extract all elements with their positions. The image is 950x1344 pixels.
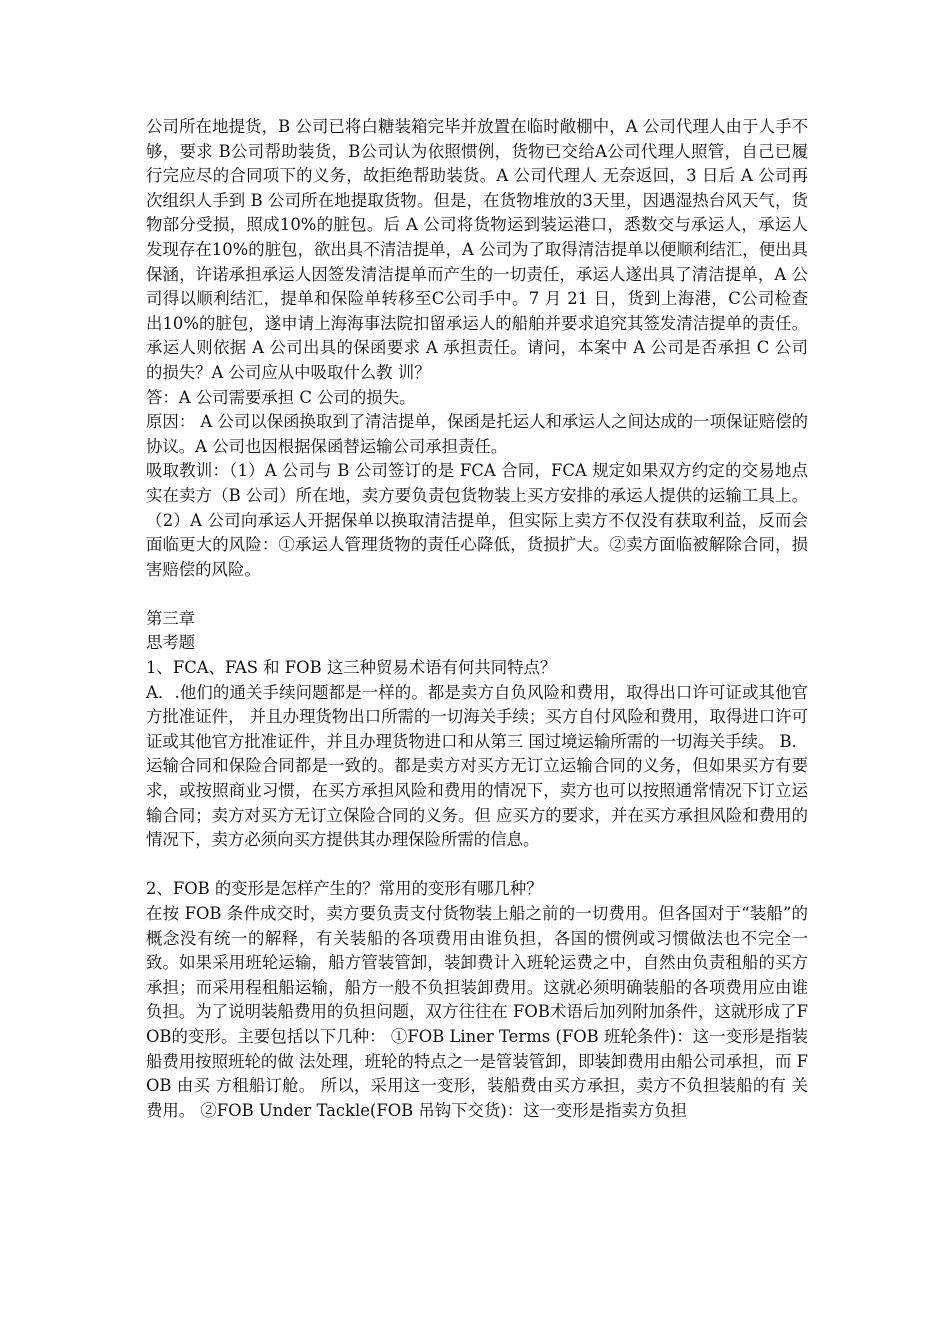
reason-paragraph: 原因： A 公司以保函换取到了清洁提单，保函是托运人和承运人之间达成的一项保证赔偿的协议。A 公司也因根据保函替运输公司承担责任。 (146, 412, 808, 456)
section-heading: 思考题 (146, 633, 196, 653)
case-paragraph: 公司所在地提货，B 公司已将白糖装箱完毕并放置在临时敞棚中，A 公司代理人由于人手不够，要求 B公司帮助装货，B公司认为依照惯例，货物已交给A公司代理人照管，自己已履行完应尽的合同项下的义务，故拒绝帮助装货。A 公司代理人 无奈返回，3 日后 A 公司再次组织人手到 B 公司所在地提取货物。但是，在货物堆放的3天里，因遇湿热台风天气，货物部分受损，照成10%的脏包。后 A 公司将货物运到装运港口，悉数交与承运人，承运人发现存在10%的脏包，欲出具不清洁提单，A 公司为了取得清洁提单以便顺利结汇，便出具保涵，许诺承担承运人因签发清洁提单而产生的一切责任，承运人遂出具了清洁提单，A 公司得以顺利结汇，提单和保险单转移至C公司手中。7 月 21 日，货到上海港，C公司检查出10%的脏包，遂申请上海海事法院扣留承运人的船舶并要求追究其签发清洁提单的责任。承运人则依据 A 公司出具的保函要求 A 承担责任。请问，本案中 A 公司是否承担 C 公司的损失？A 公司应从中吸取什么教 训？ (146, 117, 808, 382)
blank-line (146, 853, 808, 878)
blank-line (146, 582, 808, 607)
lesson-paragraph: 吸取教训：（1）A 公司与 B 公司签订的是 FCA 合同，FCA 规定如果双方约定的交易地点实在卖方（B 公司）所在地，卖方要负责包货物装上买方安排的承运人提供的运输工具上。（2）A 公司向承运人开据保单以换取清洁提单，但实际上卖方不仅没有获取利益，反而会面临更大的风险：①承运人管理货物的责任心降低，货损扩大。②卖方面临被解除合同，损害赔偿的风险。 (146, 461, 808, 579)
chapter-heading: 第三章 (146, 608, 196, 628)
question-1: 1、FCA、FAS 和 FOB 这三种贸易术语有何共同特点？ (146, 658, 557, 678)
question-2: 2、FOB 的变形是怎样产生的？常用的变形有哪几种？ (146, 879, 543, 899)
answer-1-paragraph: A．.他们的通关手续问题都是一样的。都是卖方自负风险和费用，取得出口许可证或其他官方批准证件， 并且办理货物出口所需的一切海关手续；买方自付风险和费用，取得进口许可证或其他官方批准证件，并且办理货物进口和从第三 国过境运输所需的一切海关手续。 B．运输合同和保险合同都是一致的。都是卖方对买方无订立运输合同的义务，但如果买方有要求，或按照商业习惯，在买方承担风险和费用的情况下，卖方也可以按照通常情况下订立运输合同；卖方对买方无订立保险合同的义务。但 应买方的要求，并在买方承担风险和费用的情况下，卖方必须向买方提供其办理保险所需的信息。 (146, 682, 808, 850)
answer-line: 答：A 公司需要承担 C 公司的损失。 (146, 387, 416, 407)
answer-2-paragraph: 在按 FOB 条件成交时，卖方要负责支付货物装上船之前的一切费用。但各国对于“装船”的概念没有统一的解释，有关装船的各项费用由谁负担，各国的惯例或习惯做法也不完全一致。如果采用班轮运输，船方管装管卸，装卸费计入班轮运费之中，自然由负责租船的买方承担；而采用程租船运输，船方一般不负担装卸费用。这就必须明确装船的各项费用应由谁负担。为了说明装船费用的负担问题，双方往往在 FOB术语后加列附加条件，这就形成了FOB的变形。主要包括以下几种： ①FOB Liner Terms (FOB 班轮条件)：这一变形是指装船费用按照班轮的做 法处理，班轮的特点之一是管装管卸，即装卸费用由船公司承担，而 FOB 由买 方租船订舱。 所以，采用这一变形，装船费由买方承担，卖方不负担装船的有 关费用。 ②FOB Under Tackle(FOB 吊钩下交货)：这一变形是指卖方负担 (146, 904, 808, 1120)
